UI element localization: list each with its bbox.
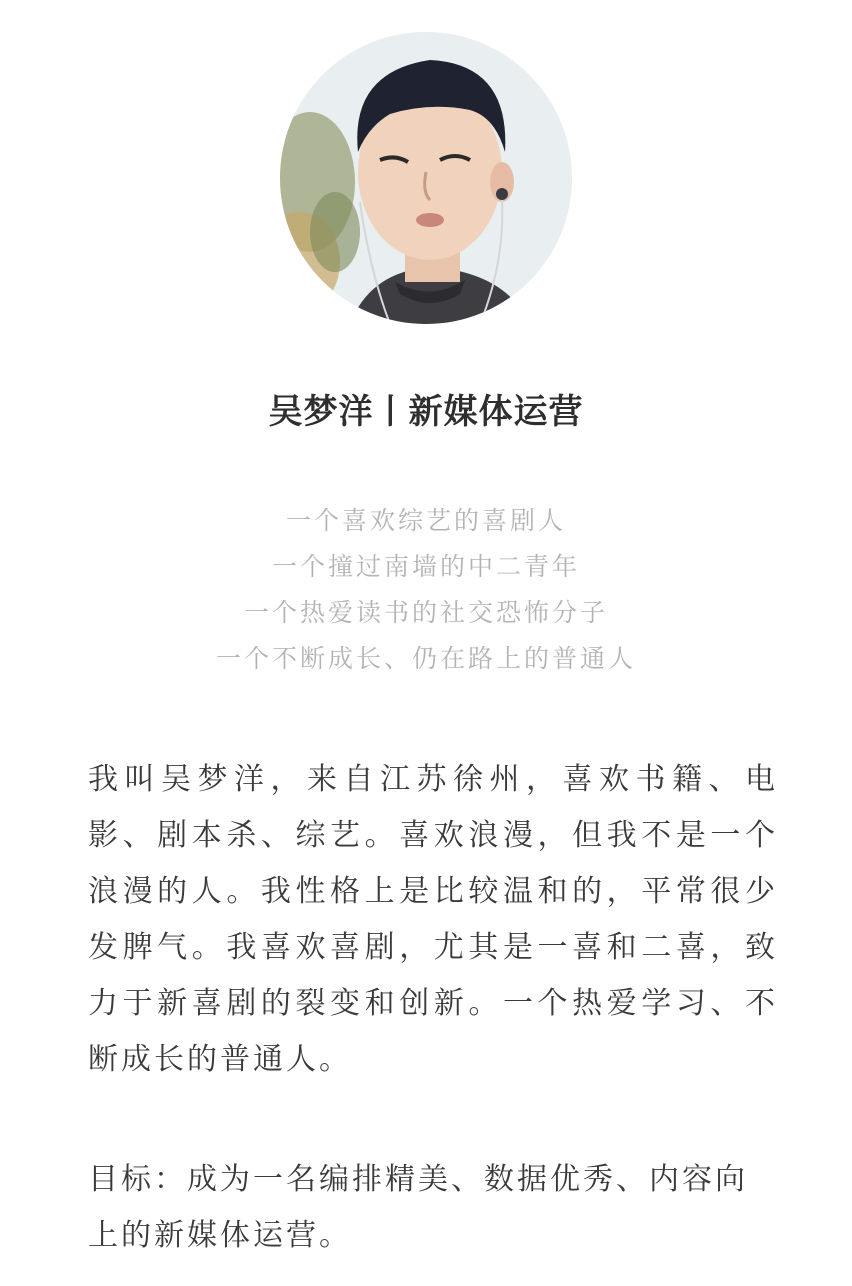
tagline-item: 一个撞过南墙的中二青年 bbox=[271, 552, 580, 581]
tagline-item: 一个不断成长、仍在路上的普通人 bbox=[215, 644, 636, 673]
person-portrait-icon bbox=[280, 32, 572, 324]
tagline-item: 一个喜欢综艺的喜剧人 bbox=[285, 506, 566, 535]
goal-paragraph: 目标：成为一名编排精美、数据优秀、内容向上的新媒体运营。 bbox=[88, 1162, 748, 1253]
tagline-item: 一个热爱读书的社交恐怖分子 bbox=[243, 598, 608, 627]
page-title: 吴梦洋丨新媒体运营 bbox=[268, 392, 584, 432]
tagline-list bbox=[0, 498, 852, 682]
avatar bbox=[280, 32, 572, 324]
intro-paragraph: 我叫吴梦洋，来自江苏徐州，喜欢书籍、电影、剧本杀、综艺。喜欢浪漫，但我不是一个浪漫的人。我性格上是比较温和的，平常很少发脾气。我喜欢喜剧，尤其是一喜和二喜，致力于新喜剧的裂变和创新。一个热爱学习、不断成长的普通人。 bbox=[88, 762, 778, 1077]
